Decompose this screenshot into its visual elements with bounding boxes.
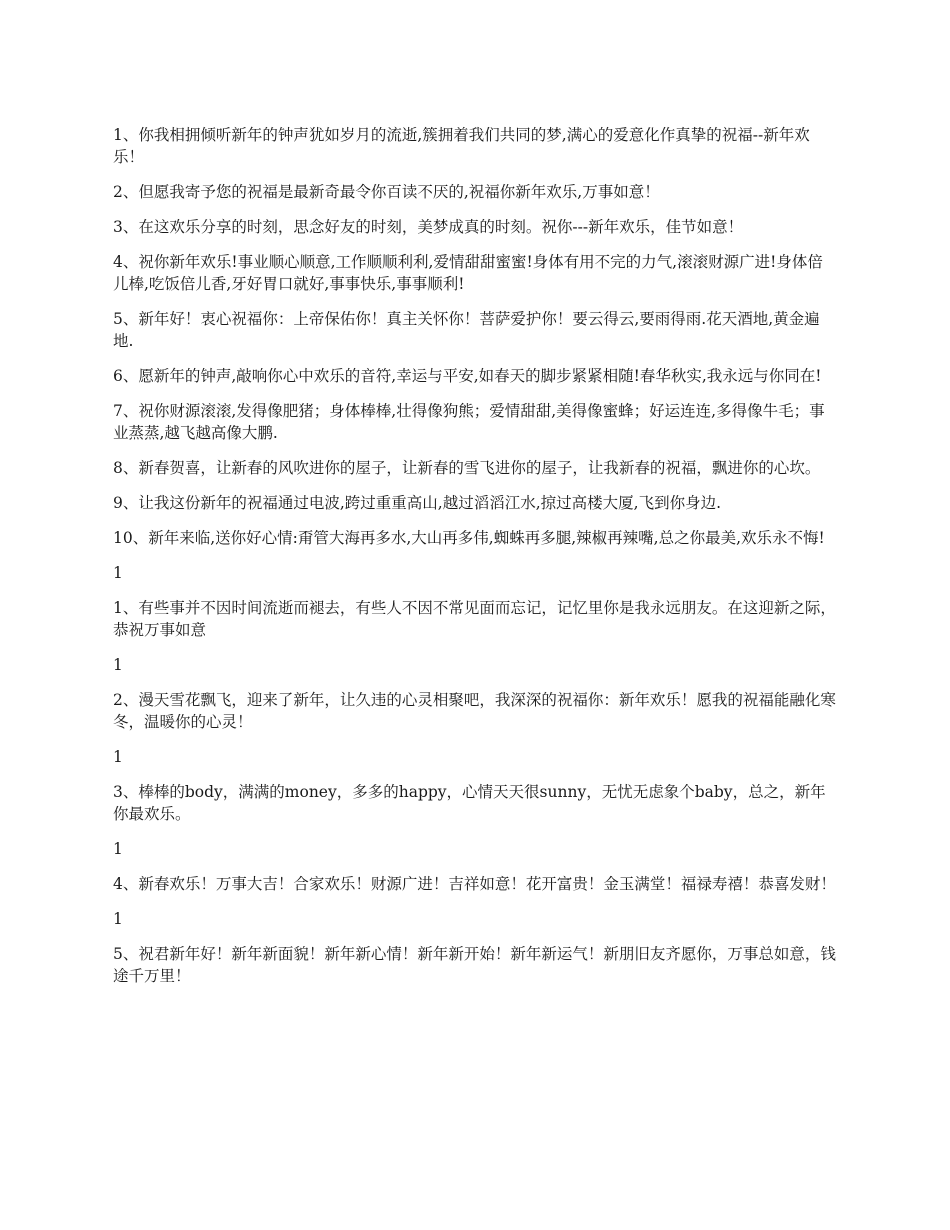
- paragraph: 6、愿新年的钟声,敲响你心中欢乐的音符,幸运与平安,如春天的脚步紧紧相随!春华秋实,我永远与你同在!: [113, 367, 822, 385]
- paragraph: 4、新春欢乐！万事大吉！合家欢乐！财源广进！吉祥如意！花开富贵！金玉满堂！福禄寿禧！恭喜发财！: [113, 875, 836, 893]
- paragraph: 1、有些事并不因时间流逝而褪去，有些人不因不常见面而忘记，记忆里你是我永远朋友。在这迎新之际，恭祝万事如意: [113, 599, 836, 639]
- paragraph: 8、新春贺喜，让新春的风吹进你的屋子，让新春的雪飞进你的屋子，让我新春的祝福，飘进你的心坎。: [113, 459, 821, 477]
- section-marker: 1: [113, 656, 123, 674]
- paragraph: 5、新年好！衷心祝福你：上帝保佑你！真主关怀你！菩萨爱护你！要云得云,要雨得雨.花天酒地,黄金遍地.: [113, 310, 820, 350]
- paragraph: 7、祝你财源滚滚,发得像肥猪；身体棒棒,壮得像狗熊；爱情甜甜,美得像蜜蜂；好运连连,多得像牛毛；事业蒸蒸,越飞越高像大鹏.: [113, 402, 825, 442]
- paragraph: 5、祝君新年好！新年新面貌！新年新心情！新年新开始！新年新运气！新朋旧友齐愿你，万事总如意，钱途千万里！: [113, 945, 836, 985]
- paragraph: 3、棒棒的body，满满的money，多多的happy，心情天天很sunny，无忧无虑象个baby，总之，新年你最欢乐。: [113, 783, 826, 823]
- paragraph: 3、在这欢乐分享的时刻，思念好友的时刻，美梦成真的时刻。祝你---新年欢乐，佳节如意！: [113, 218, 744, 236]
- paragraph: 1、你我相拥倾听新年的钟声犹如岁月的流逝,簇拥着我们共同的梦,满心的爱意化作真挚的祝福--新年欢乐！: [113, 126, 810, 166]
- paragraph: 2、漫天雪花飘飞，迎来了新年，让久违的心灵相聚吧，我深深的祝福你：新年欢乐！愿我的祝福能融化寒冬，温暖你的心灵！: [113, 691, 836, 731]
- document-body: [113, 124, 838, 1000]
- section-marker: 1: [113, 748, 123, 766]
- paragraph: 9、让我这份新年的祝福通过电波,跨过重重高山,越过滔滔江水,掠过高楼大厦,飞到你身边.: [113, 494, 721, 512]
- paragraph: 10、新年来临,送你好心情:甭管大海再多水,大山再多伟,蜘蛛再多腿,辣椒再辣嘴,总之你最美,欢乐永不悔!: [113, 529, 825, 547]
- section-marker: 1: [113, 910, 123, 928]
- paragraph: 4、祝你新年欢乐!事业顺心顺意,工作顺顺利利,爱情甜甜蜜蜜!身体有用不完的力气,滚滚财源广进!身体倍儿棒,吃饭倍儿香,牙好胃口就好,事事快乐,事事顺利!: [113, 253, 823, 293]
- paragraph: 2、但愿我寄予您的祝福是最新奇最令你百读不厌的,祝福你新年欢乐,万事如意！: [113, 183, 660, 201]
- section-marker: 1: [113, 564, 123, 582]
- section-marker: 1: [113, 840, 123, 858]
